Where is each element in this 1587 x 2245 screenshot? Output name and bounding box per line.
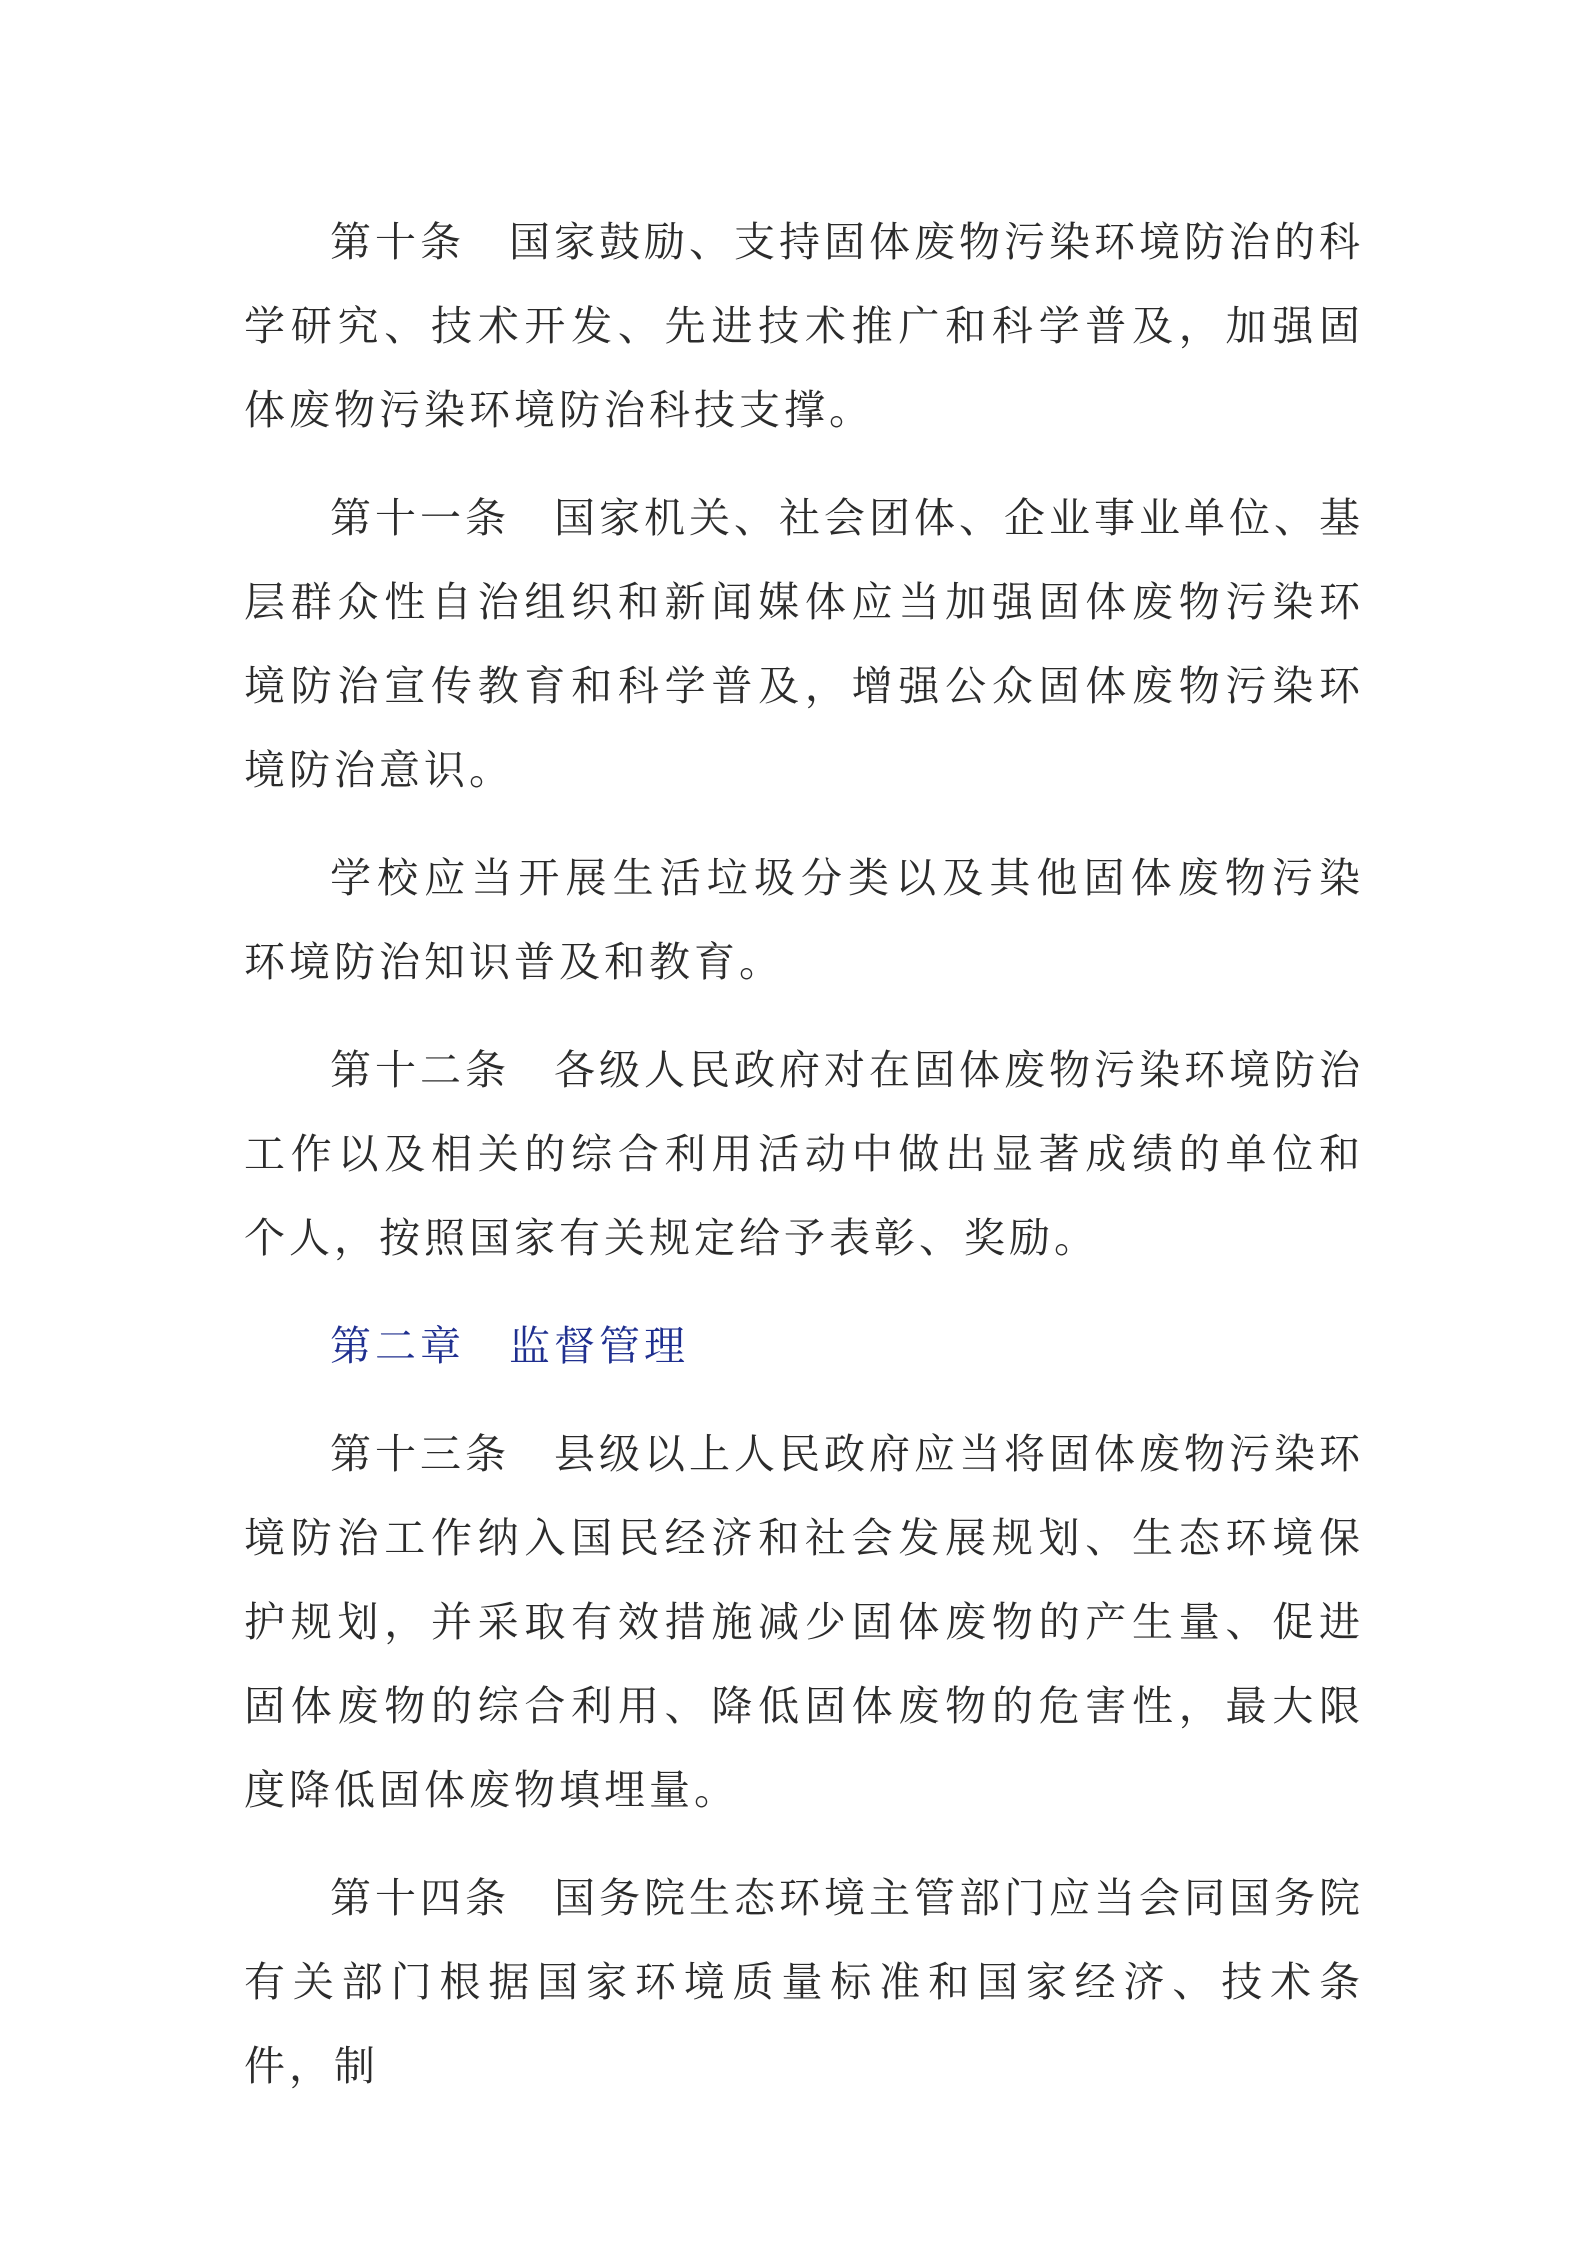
- article-number: 第十四条: [330, 1874, 510, 1922]
- document-body: [244, 200, 1364, 2132]
- article-text: 国务院生态环境主管部门应当会同国务院有关部门根据国家环境质量标准和国家经济、技术条件，制: [244, 1874, 1364, 2090]
- chapter-number: 第二章: [330, 1322, 465, 1370]
- article-number: 第十条: [330, 218, 465, 266]
- article-11-paragraph: [244, 476, 1364, 812]
- article-11-continuation-paragraph: [244, 836, 1364, 1004]
- article-number: 第十三条: [330, 1430, 510, 1478]
- article-10-paragraph: [244, 200, 1364, 452]
- article-text: 各级人民政府对在固体废物污染环境防治工作以及相关的综合利用活动中做出显著成绩的单位和个人，按照国家有关规定给予表彰、奖励。: [244, 1046, 1364, 1262]
- article-text: 学校应当开展生活垃圾分类以及其他固体废物污染环境防治知识普及和教育。: [244, 854, 1364, 986]
- article-14-paragraph: [244, 1856, 1364, 2108]
- article-text: 县级以上人民政府应当将固体废物污染环境防治工作纳入国民经济和社会发展规划、生态环境保护规划，并采取有效措施减少固体废物的产生量、促进固体废物的综合利用、降低固体废物的危害性，最大限度降低固体废物填埋量。: [244, 1430, 1364, 1814]
- chapter-heading: [244, 1304, 1364, 1388]
- article-number: 第十一条: [330, 494, 510, 542]
- chapter-title: 监督管理: [509, 1322, 689, 1370]
- article-13-paragraph: [244, 1412, 1364, 1832]
- article-12-paragraph: [244, 1028, 1364, 1280]
- article-text: 国家机关、社会团体、企业事业单位、基层群众性自治组织和新闻媒体应当加强固体废物污染环境防治宣传教育和科学普及，增强公众固体废物污染环境防治意识。: [244, 494, 1364, 794]
- article-number: 第十二条: [330, 1046, 510, 1094]
- article-text: 国家鼓励、支持固体废物污染环境防治的科学研究、技术开发、先进技术推广和科学普及，加强固体废物污染环境防治科技支撑。: [244, 218, 1364, 434]
